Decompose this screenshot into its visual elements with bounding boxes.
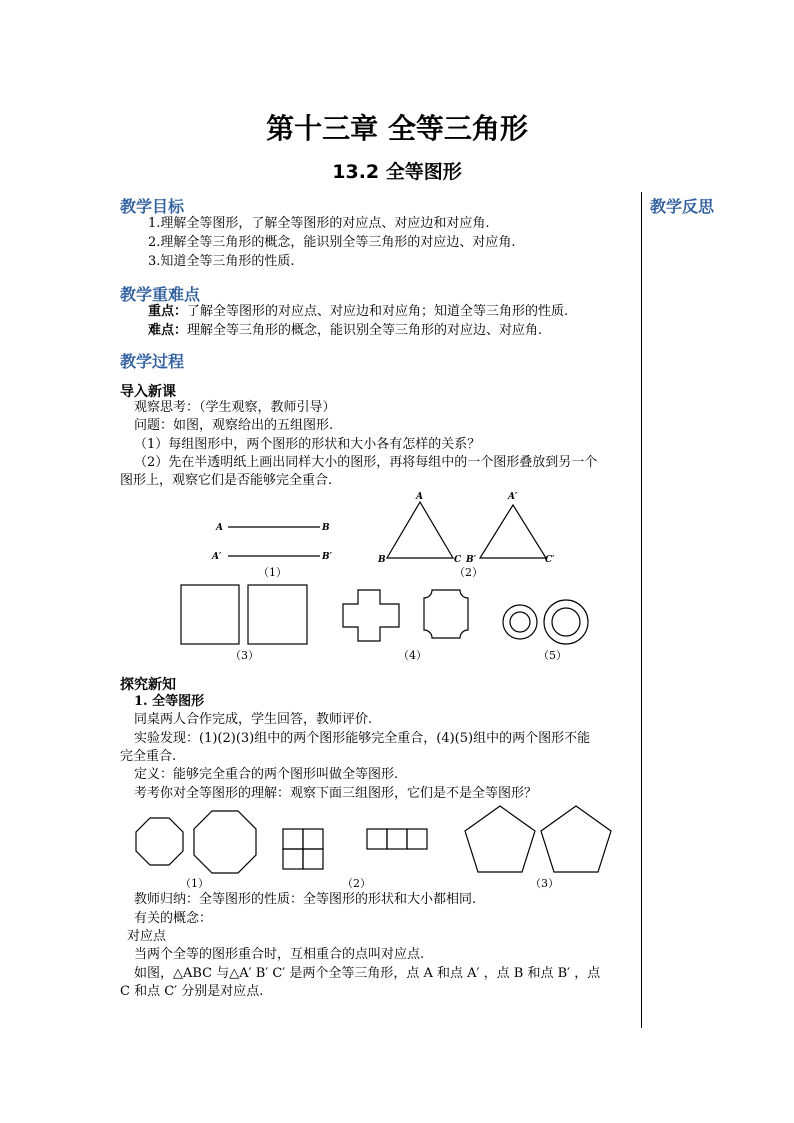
caption-3: （3）: [230, 649, 259, 662]
label-a-prime: A′: [212, 552, 222, 562]
octagon-small: [136, 818, 183, 865]
caption-group-3: （3）: [530, 877, 559, 890]
explore-line: 完全重合.: [120, 749, 177, 764]
label-tri-b-prime: B′: [466, 555, 476, 565]
reflection-heading: 教学反思: [650, 197, 715, 216]
section-title: 13.2 全等图形: [332, 161, 462, 183]
explore-line: 同桌两人合作完成，学生回答，教师评价.: [134, 712, 373, 727]
l-shape-cell: [283, 849, 303, 869]
summary-line: 有关的概念：: [134, 911, 213, 926]
explore-line: 考考你对全等图形的理解：观察下面三组图形，它们是不是全等图形？: [134, 786, 538, 801]
intro-line: 问题：如图，观察给出的五组图形.: [134, 418, 334, 433]
caption-1: （1）: [258, 566, 287, 579]
row-shape-cell: [387, 829, 407, 849]
summary-line: 教师归纳：全等图形的性质：全等图形的形状和大小都相同.: [134, 892, 477, 907]
explore-line: 定义：能够完全重合的两个图形叫做全等图形.: [134, 767, 399, 782]
page-title: 第十三章 全等三角形: [266, 112, 528, 145]
label-tri-c: C: [454, 555, 462, 565]
summary-line: 对应点: [127, 929, 167, 944]
intro-line: （2）先在半透明纸上画出同样大小的图形，再将每组中的一个图形叠放到另一个: [134, 455, 598, 470]
caption-5: （5）: [538, 649, 567, 662]
pentagon-left: [465, 806, 535, 872]
difficult-label: 难点：: [148, 323, 188, 338]
objective-item: 3.知道全等三角形的性质.: [148, 254, 295, 269]
intro-heading: 导入新课: [120, 384, 176, 400]
row-shape-cell: [367, 829, 387, 849]
explore-subheading: 1. 全等图形: [134, 694, 205, 709]
difficult-text: 理解全等三角形的概念，能识别全等三角形的对应边、对应角.: [187, 323, 543, 338]
summary-line: 当两个全等的图形重合时，互相重合的点叫对应点.: [134, 947, 425, 962]
pentagon-right: [541, 806, 611, 872]
label-b: B: [322, 523, 330, 533]
key-label: 重点：: [148, 304, 188, 319]
process-heading: 教学过程: [120, 352, 185, 371]
label-tri-a-prime: A′: [508, 492, 518, 502]
objectives-heading: 教学目标: [120, 197, 185, 216]
octagon-large: [194, 811, 256, 873]
explore-heading: 探究新知: [120, 677, 176, 693]
key-points-heading: 教学重难点: [120, 285, 201, 304]
intro-line: （1）每组图形中，两个图形的形状和大小各有怎样的关系？: [134, 437, 481, 452]
label-a: A: [216, 523, 223, 533]
intro-line: 图形上，观察它们是否能够完全重合.: [120, 473, 333, 488]
key-text: 了解全等图形的对应点、对应边和对应角；知道全等三角形的性质.: [187, 304, 569, 319]
label-b-prime: B′: [322, 552, 332, 562]
summary-line: C 和点 C′ 分别是对应点.: [120, 984, 264, 999]
intro-line: 观察思考：（学生观察，教师引导）: [134, 400, 336, 415]
summary-line: 如图，△ABC 与△A′ B′ C′ 是两个全等三角形，点 A 和点 A′ ，点 B 和点 B′ ，点: [134, 966, 601, 981]
l-shape-cell: [283, 829, 303, 849]
label-tri-b: B: [378, 555, 386, 565]
caption-group-1: （1）: [180, 877, 209, 890]
row-shape-cell: [407, 829, 427, 849]
explore-line: 实验发现：(1)(2)(3)组中的两个图形能够完全重合，(4)(5)组中的两个图形不能: [134, 731, 591, 746]
objective-item: 1.理解全等图形，了解全等图形的对应点、对应边和对应角.: [148, 216, 490, 231]
objective-item: 2.理解全等三角形的概念，能识别全等三角形的对应边、对应角.: [148, 235, 516, 250]
l-shape-cell: [303, 849, 323, 869]
caption-4: （4）: [398, 649, 427, 662]
caption-group-2: （2）: [342, 877, 371, 890]
caption-2: （2）: [454, 566, 483, 579]
label-tri-c-prime: C′: [545, 555, 555, 565]
l-shape-cell: [303, 829, 323, 849]
label-tri-a: A: [416, 492, 423, 502]
